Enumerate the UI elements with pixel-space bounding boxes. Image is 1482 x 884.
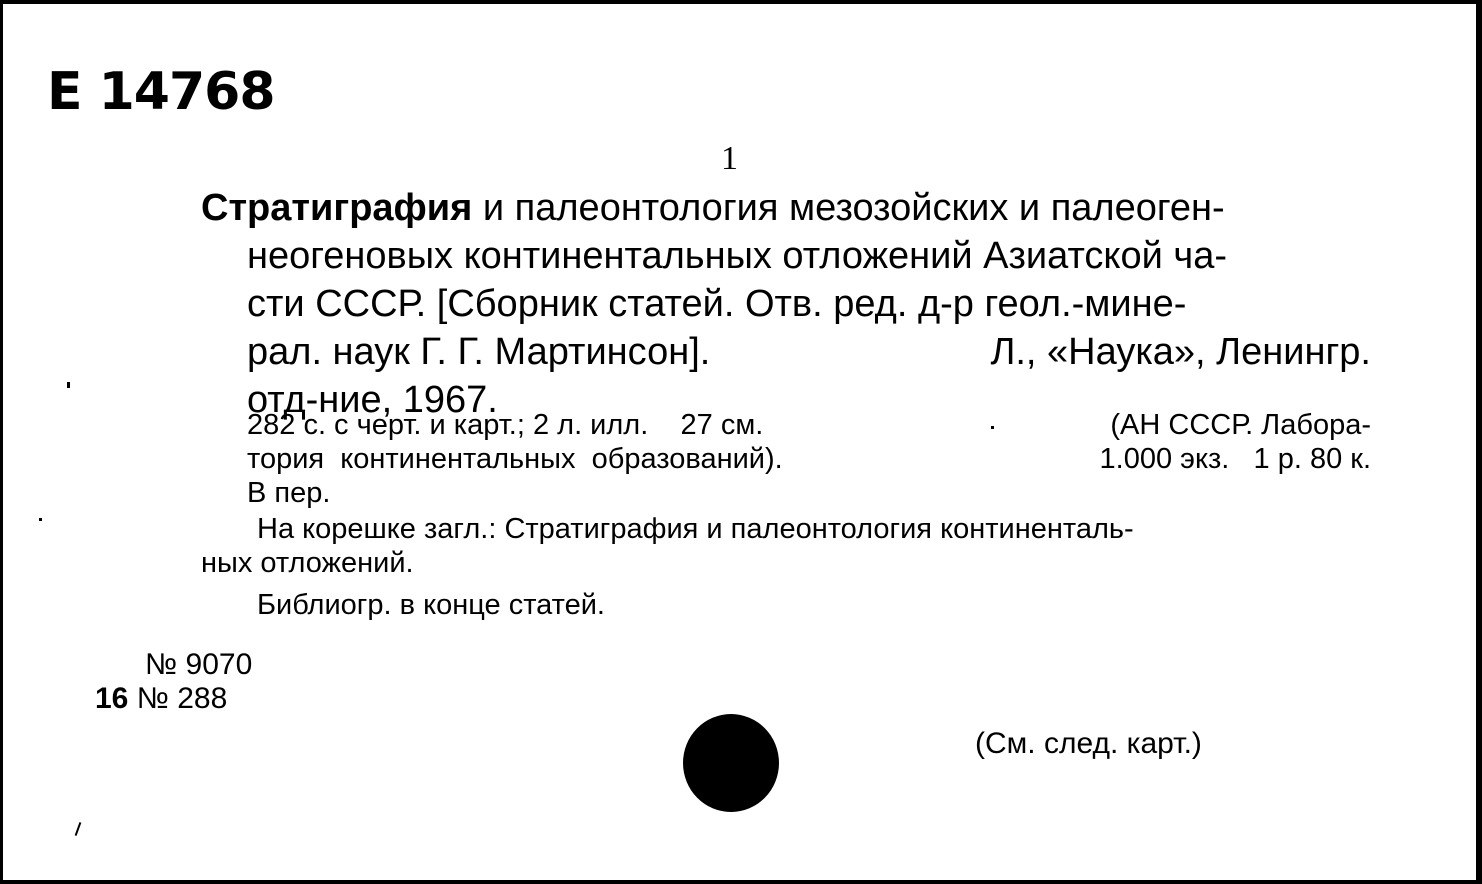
title-line-left: рал. наук Г. Г. Мартинсон]. [247,331,711,373]
title-line: отд-ние, 1967. [247,379,498,421]
number-line [95,682,252,716]
description-right: 1.000 экз. 1 р. 80 к. [1099,443,1371,475]
description-line [201,442,1371,476]
spine-title-note [201,512,1371,580]
description-line: В пер. [247,477,331,509]
bibliography-text: Библиогр. в конце статей. [257,589,605,621]
physical-description [201,408,1371,510]
title-line [201,328,1371,376]
ink-speck [39,518,42,521]
description-left: 282 с. с черт. и карт.; 2 л. илл. 27 см. [247,409,764,441]
description-line [201,408,1371,442]
title-line-text: и палеонтология мезозойских и палеоген- [472,187,1225,229]
ink-speck [67,382,70,388]
ink-speck [75,822,82,836]
continuation-note: (См. след. карт.) [975,727,1202,760]
title-heading-word: Стратиграфия [201,187,473,229]
ink-speck [991,426,994,429]
punch-hole [683,714,779,812]
note-line: ных отложений. [201,547,414,579]
note-line: На корешке загл.: Стратиграфия и палеонтология континенталь- [257,513,1134,545]
bibliography-note [201,588,1371,622]
title-line: неогеновых континентальных отложений Азиатской ча- [247,235,1227,277]
title-block [201,184,1371,424]
card-number: 1 [721,140,738,177]
registration-numbers [95,648,252,716]
number-rest: № 288 [128,682,228,715]
description-right: (АН СССР. Лабора- [1110,409,1371,441]
shelfmark: E 14768 [47,62,275,122]
number-bold: 16 [95,682,129,715]
description-left: тория континентальных образований). [247,443,783,475]
title-line [201,184,1371,232]
title-line: сти СССР. [Сборник статей. Отв. ред. д-р геол.-мине- [247,283,1187,325]
number-line: № 9070 [145,648,253,681]
title-line-right: Л., «Наука», Ленингр. [990,331,1371,373]
